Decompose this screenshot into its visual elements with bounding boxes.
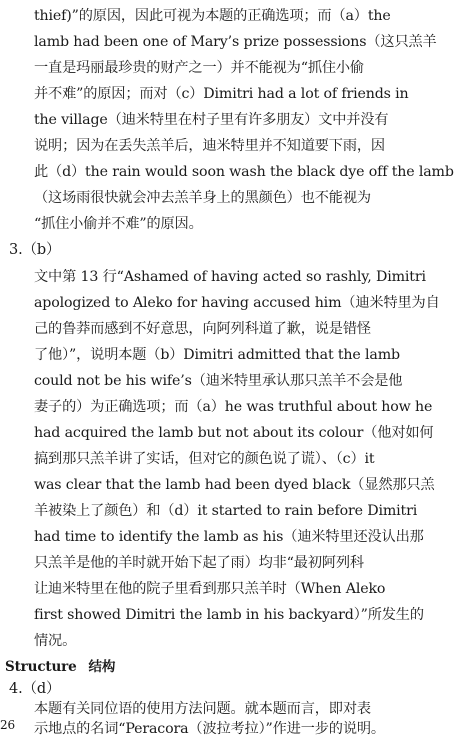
text-line: 羊被染上了颜色）和（d）it started to rain before Dimitri: [34, 503, 418, 519]
text-line: had time to identify the lamb as his（迪米特里还没认出那: [34, 529, 424, 545]
page-number: 26: [0, 718, 15, 732]
text-line: first showed Dimitri the lamb in his backyard）”所发生的: [34, 607, 424, 623]
text-line: 一直是玛丽最珍贵的财产之一）并不能视为“抓住小偷: [34, 60, 364, 76]
text-line: had acquired the lamb but not about its colour（他对如何: [34, 425, 434, 441]
text-line: could not be his wife’s（迪米特里承认那只羔羊不会是他: [34, 373, 403, 389]
section-heading: [5, 658, 115, 677]
text-line: 只羔羊是他的羊时就开始下起了雨）均非“最初阿列科: [34, 555, 364, 571]
section-heading-cn: 结构: [88, 659, 116, 675]
text-line: 情况。: [34, 633, 77, 649]
question-number: 3.（b）: [9, 242, 61, 258]
text-line: apologized to Aleko for having accused him（迪米特里为自: [34, 295, 440, 311]
text-line: 此（d）the rain would soon wash the black dye off the lamb: [34, 164, 454, 180]
section-heading-en: Structure: [5, 659, 77, 675]
text-line: 本题有关同位语的使用方法问题。就本题而言，即对表: [34, 701, 371, 717]
text-line: 文中第 13 行“Ashamed of having acted so rashly, Dimitri: [34, 269, 426, 285]
text-line: was clear that the lamb had been dyed black（显然那只羔: [34, 477, 435, 493]
text-line: 己的鲁莽而感到不好意思，向阿列科道了歉，说是错怪: [34, 321, 371, 337]
text-line: thief)”的原因，因此可视为本题的正确选项；而（a）the: [34, 8, 391, 24]
text-line: lamb had been one of Mary’s prize possessions（这只羔羊: [34, 34, 437, 50]
text-line: 示地点的名词“Peracora（波拉考拉）”作进一步的说明。: [34, 721, 385, 737]
text-line: the village（迪米特里在村子里有许多朋友）文中并没有: [34, 112, 389, 128]
text-line: （这场雨很快就会冲去羔羊身上的黑颜色）也不能视为: [34, 190, 371, 206]
text-line: 让迪米特里在他的院子里看到那只羔羊时（When Aleko: [34, 581, 386, 597]
text-line: 搞到那只羔羊讲了实话，但对它的颜色说了谎）、（c）it: [34, 451, 375, 467]
text-line: “抓住小偷并不难”的原因。: [34, 216, 203, 232]
text-line: 了他）”，说明本题（b）Dimitri admitted that the lamb: [34, 347, 400, 363]
text-line: 说明；因为在丢失羔羊后，迪米特里并不知道要下雨，因: [34, 138, 385, 154]
text-line: 妻子的）为正确选项；而（a）he was truthful about how he: [34, 399, 433, 415]
text-line: 并不难”的原因；而对（c）Dimitri had a lot of friends in: [34, 86, 409, 102]
question-number: 4.（d）: [9, 681, 61, 697]
